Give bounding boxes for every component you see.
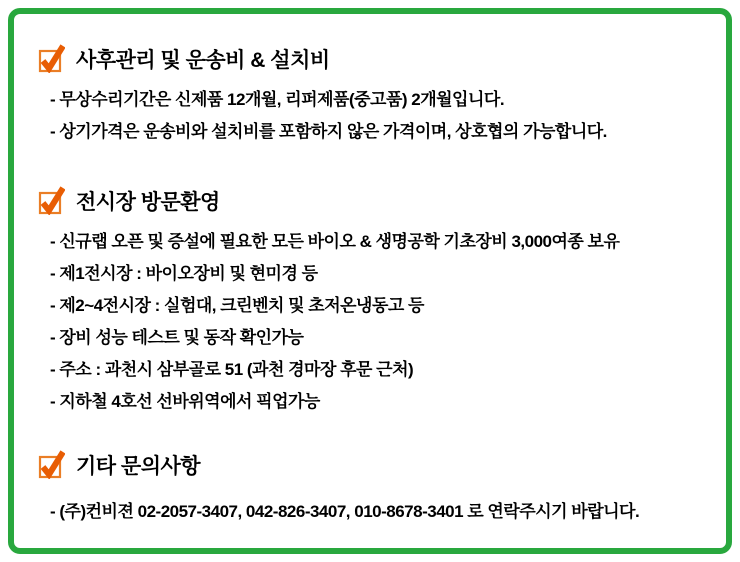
bullet-list xyxy=(38,226,716,418)
bullet-list xyxy=(38,496,716,528)
section-header xyxy=(38,450,716,480)
bullet-line: - 신규랩 오픈 및 증설에 필요한 모든 바이오 & 생명공학 기초장비 3,000여종 보유 xyxy=(50,232,620,251)
bullet-line: - 상기가격은 운송비와 설치비를 포함하지 않은 가격이며, 상호협의 가능합니다. xyxy=(50,122,607,141)
section-title: 기타 문의사항 xyxy=(76,455,201,478)
section-header xyxy=(38,186,716,216)
bullet-line-contact: - (주)컨비젼 02-2057-3407, 042-826-3407, 010-8678-3401 로 연락주시기 바랍니다. xyxy=(50,502,640,521)
notice-panel xyxy=(8,8,732,554)
bullet-line: - 장비 성능 테스트 및 동작 확인가능 xyxy=(50,328,304,347)
bullet-line: - 주소 : 과천시 삼부골로 51 (과천 경마장 후문 근처) xyxy=(50,360,414,379)
section-aftercare-shipping xyxy=(38,44,716,148)
section-other-inquiries xyxy=(38,450,716,528)
bullet-list xyxy=(38,84,716,148)
bullet-line: - 제2~4전시장 : 실험대, 크린벤치 및 초저온냉동고 등 xyxy=(50,296,424,315)
section-title: 전시장 방문환영 xyxy=(76,191,220,214)
checked-checkbox-icon xyxy=(38,185,65,215)
notice-content xyxy=(14,14,726,528)
section-showroom-visit xyxy=(38,186,716,418)
bullet-line: - 무상수리기간은 신제품 12개월, 리퍼제품(중고품) 2개월입니다. xyxy=(50,90,505,109)
section-title: 사후관리 및 운송비 & 설치비 xyxy=(76,49,330,72)
bullet-line: - 지하철 4호선 선바위역에서 픽업가능 xyxy=(50,392,320,411)
checked-checkbox-icon xyxy=(38,449,65,479)
section-header xyxy=(38,44,716,74)
bullet-line: - 제1전시장 : 바이오장비 및 현미경 등 xyxy=(50,264,318,283)
checked-checkbox-icon xyxy=(38,43,65,73)
